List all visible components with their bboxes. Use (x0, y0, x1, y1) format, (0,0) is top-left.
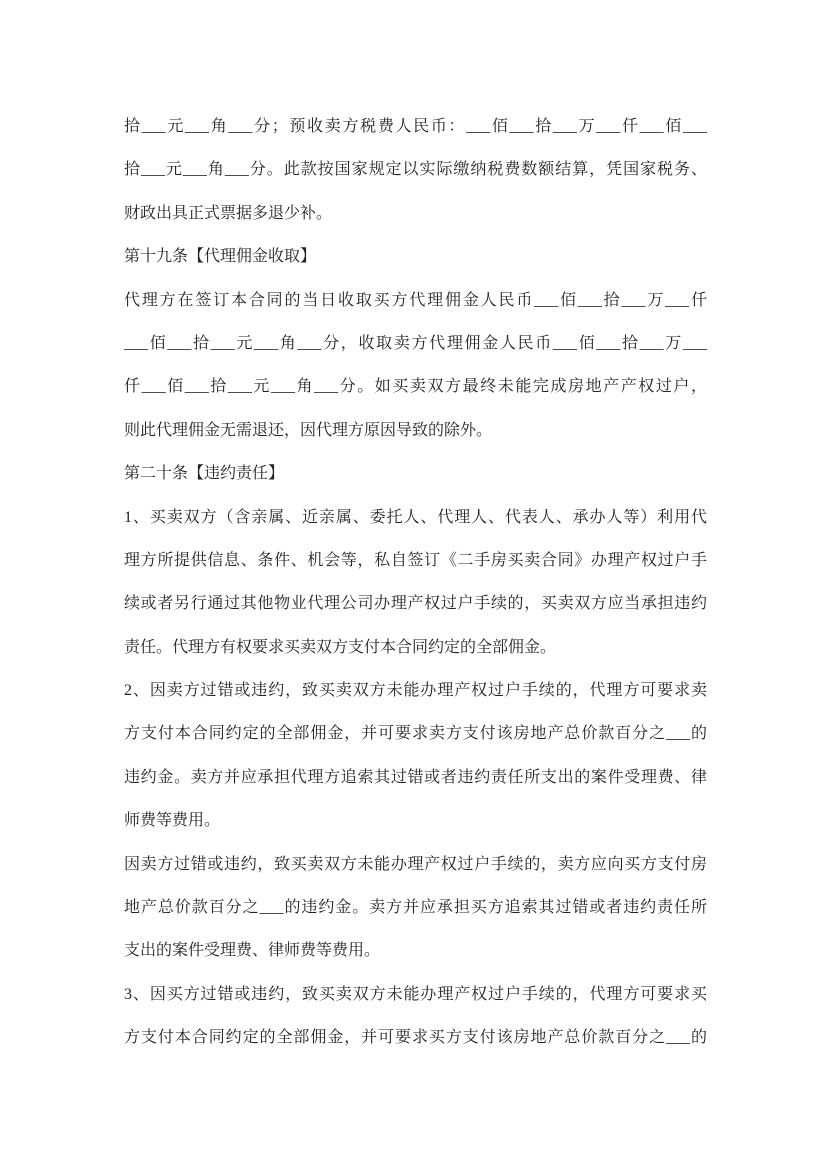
text-line: 责任。代理方有权要求买卖双方支付本合同约定的全部佣金。 (124, 638, 557, 656)
text-line: 续或者另行通过其他物业代理公司办理产权过户手续的，买卖双方应当承担违约 (124, 595, 707, 613)
text-line: 地产总价款百分之___的违约金。卖方并应承担买方追索其过错或者违约责任所 (124, 899, 707, 917)
text-line: 理方所提供信息、条件、机会等，私自签订《二手房买卖合同》办理产权过户手 (124, 551, 707, 569)
paragraph (124, 105, 707, 235)
text-line: 方支付本合同约定的全部佣金，并可要求买方支付该房地产总价款百分之___的 (124, 1029, 707, 1047)
text-line: 第十九条【代理佣金收取】 (124, 248, 317, 266)
text-line: 支出的案件受理费、律师费等费用。 (124, 942, 381, 960)
text-line: 师费等费用。 (124, 812, 221, 830)
text-line: 1、买卖双方（含亲属、近亲属、委托人、代理人、代表人、承办人等）利用代 (124, 508, 707, 526)
paragraph (124, 452, 707, 495)
paragraph (124, 973, 707, 1060)
text-line: 2、因卖方过错或违约，致买卖双方未能办理产权过户手续的，代理方可要求卖 (124, 682, 707, 700)
text-line: 第二十条【违约责任】 (124, 465, 285, 483)
text-line: 3、因买方过错或违约，致买卖双方未能办理产权过户手续的，代理方可要求买 (124, 985, 707, 1003)
text-line: 方支付本合同约定的全部佣金，并可要求卖方支付该房地产总价款百分之___的 (124, 725, 707, 743)
paragraph (124, 843, 707, 973)
text-line: 因卖方过错或违约，致买卖双方未能办理产权过户手续的，卖方应向买方支付房 (124, 855, 707, 873)
document-body (124, 105, 707, 1060)
text-line: 财政出具正式票据多退少补。 (124, 204, 333, 222)
text-line: 则此代理佣金无需退还，因代理方原因导致的除外。 (124, 421, 493, 439)
paragraph (124, 669, 707, 843)
text-line: 代理方在签订本合同的当日收取买方代理佣金人民币___佰___拾___万___仟 (124, 291, 707, 309)
paragraph (124, 496, 707, 670)
paragraph (124, 279, 707, 453)
text-line: ___佰___拾___元___角___分，收取卖方代理佣金人民币___佰___拾___万___ (124, 334, 707, 352)
text-line: 仟___佰___拾___元___角___分。如买卖双方最终未能完成房地产产权过户， (124, 378, 707, 396)
text-line: 违约金。卖方并应承担代理方追索其过错或者违约责任所支出的案件受理费、律 (124, 768, 707, 786)
text-line: 拾___元___角___分；预收卖方税费人民币：___佰___拾___万___仟___佰___ (124, 118, 707, 135)
paragraph (124, 235, 707, 278)
text-line: 拾___元___角___分。此款按国家规定以实际缴纳税费数额结算，凭国家税务、 (124, 161, 707, 179)
